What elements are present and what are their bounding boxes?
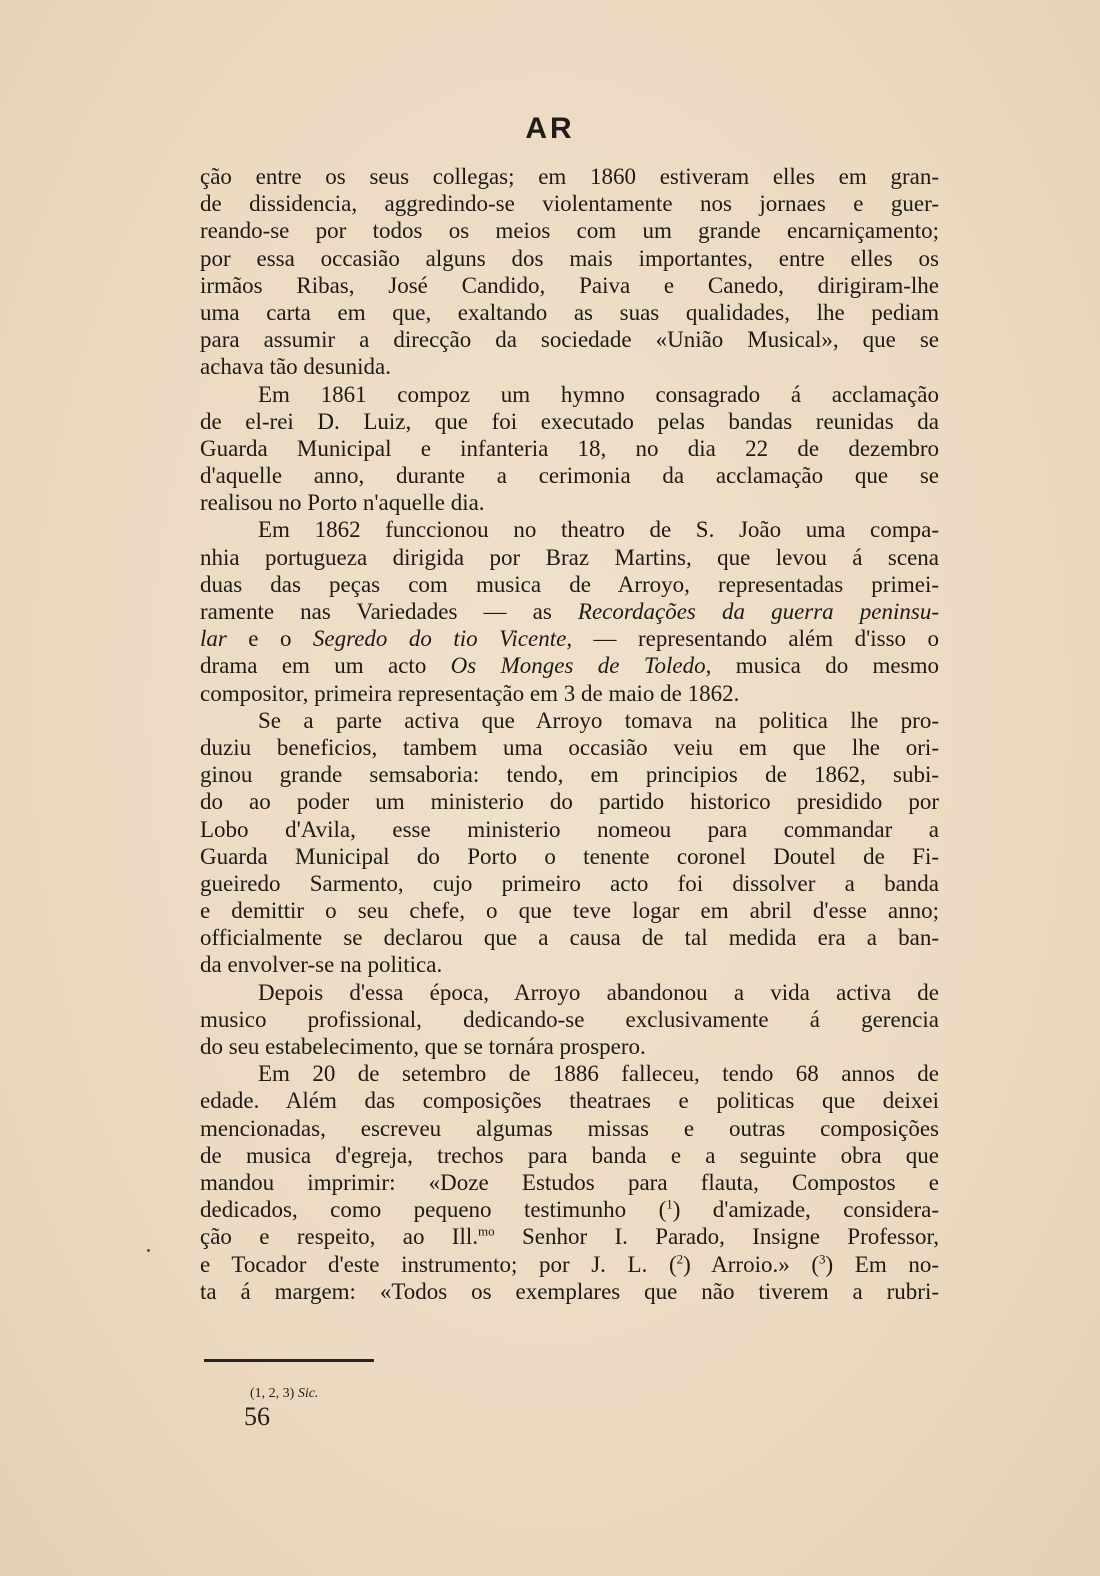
footnote-ref: 3 <box>819 1250 826 1266</box>
text-line: uma carta em que, exaltando as suas qualidades, lhe pediam <box>200 299 939 325</box>
text-line <box>200 652 939 679</box>
running-head: AR <box>525 112 575 145</box>
text-run: e Tocador d'este instrumento; por J. L. ( <box>200 1251 677 1277</box>
text-line: gueiredo Sarmento, cujo primeiro acto foi dissolver a banda <box>200 870 939 896</box>
text-line: ginou grande semsaboria: tendo, em principios de 1862, subi- <box>200 762 939 788</box>
text-line: da envolver-se na politica. <box>200 952 443 978</box>
text-line: Depois d'essa época, Arroyo abandonou a vida activa de <box>258 979 939 1005</box>
text-run: dedicados, como pequeno testimunho ( <box>200 1197 667 1223</box>
text-run: , — representando além d'isso o <box>566 626 939 652</box>
text-line: e demittir o seu chefe, o que teve logar em abril d'esse anno; <box>200 898 939 924</box>
footnote-ref: 1 <box>666 1196 673 1212</box>
text-line: nhia portugueza dirigida por Braz Martins, que levou á scena <box>200 544 939 570</box>
text-line: Em 1862 funccionou no theatro de S. João uma compa- <box>258 517 939 543</box>
text-line: duziu beneficios, tambem uma occasião veiu em que lhe ori- <box>200 734 939 760</box>
text-run: ) d'amizade, considera- <box>672 1197 939 1223</box>
text-run: drama em um acto <box>200 653 451 679</box>
text-line: achava tão desunida. <box>200 354 391 380</box>
text-line <box>200 1196 939 1223</box>
page-number: 56 <box>244 1402 270 1431</box>
text-line: musico profissional, dedicando-se exclusivamente á gerencia <box>200 1006 939 1032</box>
text-line: irmãos Ribas, José Candido, Paiva e Canedo, dirigiram-lhe <box>200 272 939 298</box>
text-line: Guarda Municipal e infanteria 18, no dia 22 de dezembro <box>200 435 939 461</box>
text-line: mandou imprimir: «Doze Estudos para flauta, Compostos e <box>200 1169 939 1195</box>
body-text <box>200 163 939 1305</box>
text-line <box>200 1251 939 1278</box>
text-line: Se a parte activa que Arroyo tomava na politica lhe pro- <box>258 707 939 733</box>
text-line <box>200 1223 939 1250</box>
text-run: ção e respeito, ao Ill. <box>200 1224 478 1250</box>
text-line: do ao poder um ministerio do partido historico presidido por <box>200 789 939 815</box>
text-run: , musica do mesmo <box>705 653 939 679</box>
text-line: officialmente se declarou que a causa de tal medida era a ban- <box>200 925 939 951</box>
play-title: Recordações da guerra peninsu- <box>577 599 939 624</box>
text-line: mencionadas, escreveu algumas missas e outras composições <box>200 1115 939 1141</box>
text-line: realisou no Porto n'aquelle dia. <box>200 490 485 516</box>
footnote <box>250 1386 318 1402</box>
footnote-marks: (1, 2, 3) <box>250 1386 295 1401</box>
text-line: Lobo d'Avila, esse ministerio nomeou para commandar a <box>200 816 939 842</box>
text-line: Em 1861 compoz um hymno consagrado á acclamação <box>258 381 939 407</box>
footnote-ref: 2 <box>676 1250 684 1266</box>
text-line: edade. Além das composições theatraes e politicas que deixei <box>200 1088 939 1114</box>
superscript: mo <box>478 1223 495 1239</box>
text-line: por essa occasião alguns dos mais importantes, entre elles os <box>200 245 939 271</box>
text-line: do seu estabelecimento, que se tornára prospero. <box>200 1034 646 1059</box>
text-run: Senhor I. Parado, Insigne Professor, <box>494 1224 939 1250</box>
text-line: de musica d'egreja, trechos para banda e a seguinte obra que <box>200 1142 939 1168</box>
text-line <box>200 598 939 625</box>
margin-mark <box>147 1249 150 1252</box>
text-line: para assumir a direcção da sociedade «União Musical», que se <box>200 327 939 353</box>
text-line: d'aquelle anno, durante a cerimonia da acclamação que se <box>200 463 939 489</box>
text-line: Em 20 de setembro de 1886 falleceu, tendo 68 annos de <box>258 1061 939 1087</box>
play-title: Segredo do tio Vicente <box>312 626 567 652</box>
play-title: Os Monges de Toledo <box>450 653 706 679</box>
text-line: Guarda Municipal do Porto o tenente coronel Doutel de Fi- <box>200 843 939 869</box>
text-line: de dissidencia, aggredindo-se violentamente nos jornaes e guer- <box>200 191 939 217</box>
footnote-text: Sic. <box>297 1386 319 1401</box>
text-line: duas das peças com musica de Arroyo, representadas primei- <box>200 571 939 597</box>
text-run: ) Em no- <box>825 1251 939 1277</box>
text-line: ta á margem: «Todos os exemplares que não tiverem a rubri- <box>200 1278 939 1304</box>
play-title: lar <box>200 626 227 652</box>
text-line: compositor, primeira representação em 3 de maio de 1862. <box>200 680 740 706</box>
text-run: ) Arroio.» ( <box>683 1251 819 1277</box>
text-line <box>200 625 939 652</box>
text-run: e o <box>226 626 313 652</box>
text-line: ção entre os seus collegas; em 1860 estiveram elles em gran- <box>200 164 939 189</box>
footnote-rule <box>204 1359 374 1362</box>
text-run: ramente nas Variedades — as <box>200 599 578 624</box>
text-line: de el-rei D. Luiz, que foi executado pelas bandas reunidas da <box>200 408 939 434</box>
text-line: reando-se por todos os meios com um grande encarniçamento; <box>200 218 939 244</box>
